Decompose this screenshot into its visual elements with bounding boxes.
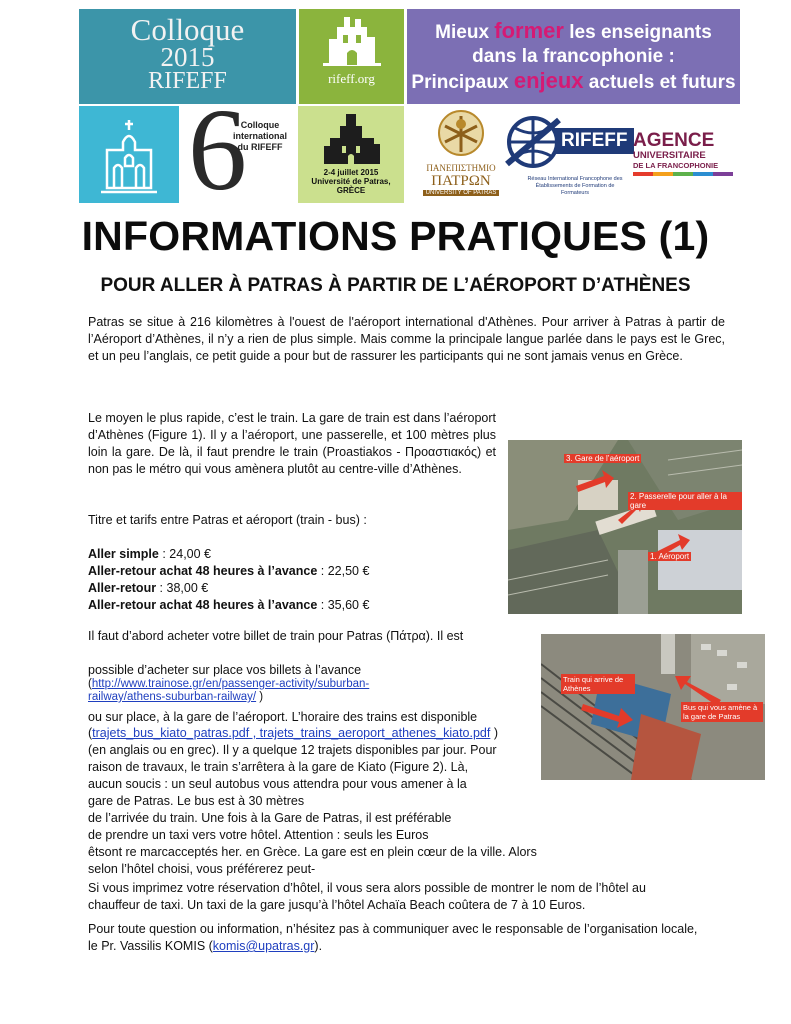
slogan-highlight: former — [494, 18, 564, 43]
ticket-paragraph: Il faut d’abord acheter votre billet de train pour Patras (Πάτρα). Il est — [88, 629, 464, 643]
castle-icon — [299, 9, 404, 71]
schedule-line: ou sur place, à la gare de l’aéroport. L’horaire des trains est disponible — [88, 710, 478, 724]
contact-text-end: ). — [314, 939, 323, 953]
event-venue: Université de Patras, GRÈCE — [311, 177, 391, 195]
figure-2-label: Bus qui vous amène à la gare de Patras — [681, 702, 763, 722]
schedule-pdf-links[interactable]: trajets_bus_kiato_patras.pdf , trajets_trains_aeroport_athenes_kiato.pdf — [92, 726, 491, 740]
church-icon — [79, 106, 179, 203]
fare-label: Aller-retour achat 48 heures à l’avance — [88, 564, 318, 578]
contact-text: Pour toute question ou information, n’hésitez pas à communiquer avec le responsable de l’organisation locale, le Pr. Vassilis KOMIS ( — [88, 922, 698, 953]
sixth-caption: international — [232, 131, 287, 141]
university-name: ΠΑΝΕΠΙΣΤΗΜΙΟ — [426, 163, 496, 173]
page-title: INFORMATIONS PRATIQUES (1) — [81, 213, 710, 259]
schedule-text-line: gare de Patras. Le bus est à 30 mètres — [88, 794, 305, 808]
fare-price: : 35,60 € — [317, 598, 370, 612]
ticket-paragraph-2: possible d’acheter sur place vos billets à l’avance — [88, 663, 362, 677]
auf-color-bar — [633, 172, 733, 176]
site-url: rifeff.org — [328, 71, 375, 86]
banner-partner-logos — [407, 106, 740, 203]
link-paren: ( — [88, 678, 92, 690]
sixth-caption: Colloque — [240, 120, 280, 130]
rifeff-logo — [499, 110, 627, 200]
slogan-part: dans la francophonie : — [472, 46, 675, 67]
slogan-part: les enseignants — [563, 22, 712, 43]
schedule-text-line: selon l’hôtel choisi, vous préférerez peut- — [88, 862, 316, 876]
sixth-caption: du RIFEFF — [237, 142, 283, 152]
fare-item — [88, 580, 488, 597]
train-paragraph: Le moyen le plus rapide, c’est le train. La gare de train est dans l’aéroport d’Athènes (Figure 1). Il y a l’aéroport, une passerelle, et 100 mètres plus loin la gare. De là, il faut prendre le train (Proastiakos - Προαστιακός) et non pas le métro qui vous amènera plutôt au centre-ville d’Athènes. — [88, 411, 496, 476]
banner-sixth-tile — [182, 106, 295, 203]
figure-2-label: Train qui arrive de Athènes — [561, 674, 635, 694]
rifeff-caption: Réseau International Francophone des — [527, 176, 623, 182]
colloque-year: 2015 — [160, 42, 215, 72]
auf-wordmark: DE LA FRANCOPHONIE — [633, 161, 719, 170]
colloque-label: Colloque — [130, 12, 245, 47]
banner-church-tile — [79, 106, 179, 203]
figure-1-label: 2. Passerelle pour aller à la gare — [628, 492, 742, 510]
trainose-link[interactable]: http://www.trainose.gr/en/passenger-activity/suburban-railway/athens-suburban-railway/ — [88, 678, 370, 703]
sixth-number: 6 — [188, 106, 247, 203]
auf-wordmark: AGENCE — [633, 130, 715, 151]
rifeff-wordmark: RIFEFF — [555, 128, 634, 154]
figure-1-airport-map — [508, 440, 742, 614]
banner-slogan-tile — [407, 9, 740, 104]
trainose-link-block — [88, 678, 428, 704]
schedule-block — [88, 742, 548, 878]
link-paren: ) — [490, 726, 498, 740]
colloque-org: RIFEFF — [148, 68, 227, 94]
auf-wordmark: UNIVERSITAIRE — [633, 150, 706, 161]
arrow-icon — [508, 440, 742, 614]
intro-paragraph: Patras se situe à 216 kilomètres à l'ouest de l'aéroport international d'Athènes. Pour arriver à Patras à partir de l’Aéroport d’Athènes, il n’y a rien de plus simple. Mais comme la principale langue parlée dans le pays est le Grec, et un peu l’anglais, ce petit guide a pour but de rassurer les participants qui ne sont jamais venus en Grèce. — [88, 315, 725, 363]
fare-price: : 22,50 € — [317, 564, 370, 578]
contact-email-link[interactable]: komis@upatras.gr — [212, 939, 315, 953]
fare-item — [88, 546, 488, 563]
link-paren: ( — [88, 726, 93, 740]
fare-label: Aller simple — [88, 547, 159, 561]
contact-paragraph — [88, 921, 698, 955]
figure-1-label: 3. Gare de l’aéroport — [566, 454, 640, 463]
schedule-text-line: aucun soucis : un seul autobus vous attendra pour vous amener à la — [88, 777, 467, 791]
fare-item — [88, 563, 488, 580]
event-date: 2-4 juillet 2015 — [323, 168, 379, 177]
fare-price: : 24,00 € — [158, 547, 211, 561]
figure-2-station-map — [541, 634, 765, 780]
schedule-text-line: raison de travaux, le train s’arrêtera à la gare de Kiato (Figure 2). Là, — [88, 760, 469, 774]
banner-site-tile — [299, 9, 404, 104]
university-name-en: UNIVERSITY OF PATRAS — [423, 190, 499, 196]
castle-icon — [298, 106, 404, 168]
globe-icon — [503, 112, 563, 172]
fare-price: : 38,00 € — [156, 581, 209, 595]
slogan-part: actuels et futurs — [583, 72, 736, 93]
slogan-highlight: enjeux — [513, 68, 584, 93]
saint-emblem-icon — [409, 108, 513, 158]
figure-1-label: 1. Aéroport — [650, 552, 690, 561]
schedule-text-line: de prendre un taxi vers votre hôtel. Attention : seuls les Euros — [88, 828, 429, 842]
fare-label: Aller-retour — [88, 581, 157, 595]
fare-item — [88, 597, 488, 614]
schedule-text-line: êtsont re marcacceptés her. en Grèce. La gare est en plein cœur de la ville. Alors — [88, 845, 537, 859]
fare-label: Aller-retour achat 48 heures à l’avance — [88, 598, 318, 612]
rifeff-caption: Établissements de Formation de Formateurs — [535, 183, 615, 196]
banner-colloque-tile — [79, 9, 296, 104]
university-name: ΠΑΤΡΩΝ — [431, 173, 491, 189]
link-paren: ) — [256, 691, 264, 703]
schedule-text-line: de l’arrivée du train. Une fois à la Gare de Patras, il est préférable — [88, 811, 452, 825]
university-of-patras-logo — [409, 108, 513, 200]
fares-list — [88, 546, 488, 614]
banner-date-tile — [298, 106, 404, 203]
auf-logo — [633, 132, 738, 202]
schedule-links-line — [88, 725, 548, 742]
page-subtitle: POUR ALLER À PATRAS À PARTIR DE L’AÉROPORT D’ATHÈNES — [100, 275, 691, 296]
slogan-part: Principaux — [411, 72, 514, 93]
fares-intro: Titre et tarifs entre Patras et aéroport (train - bus) : — [88, 513, 367, 527]
schedule-text-line: (en anglais ou en grec). Il y a quelque 12 trajets disponibles par jour. Pour — [88, 743, 497, 757]
slogan-part: Mieux — [435, 22, 495, 43]
hotel-paragraph: Si vous imprimez votre réservation d’hôtel, il vous sera alors possible de montrer le nom de l’hôtel au chauffeur de taxi. Un taxi de la gare jusqu’à l’hôtel Achaïa Beach coûtera de 7 à 10 Euros. — [88, 881, 646, 912]
